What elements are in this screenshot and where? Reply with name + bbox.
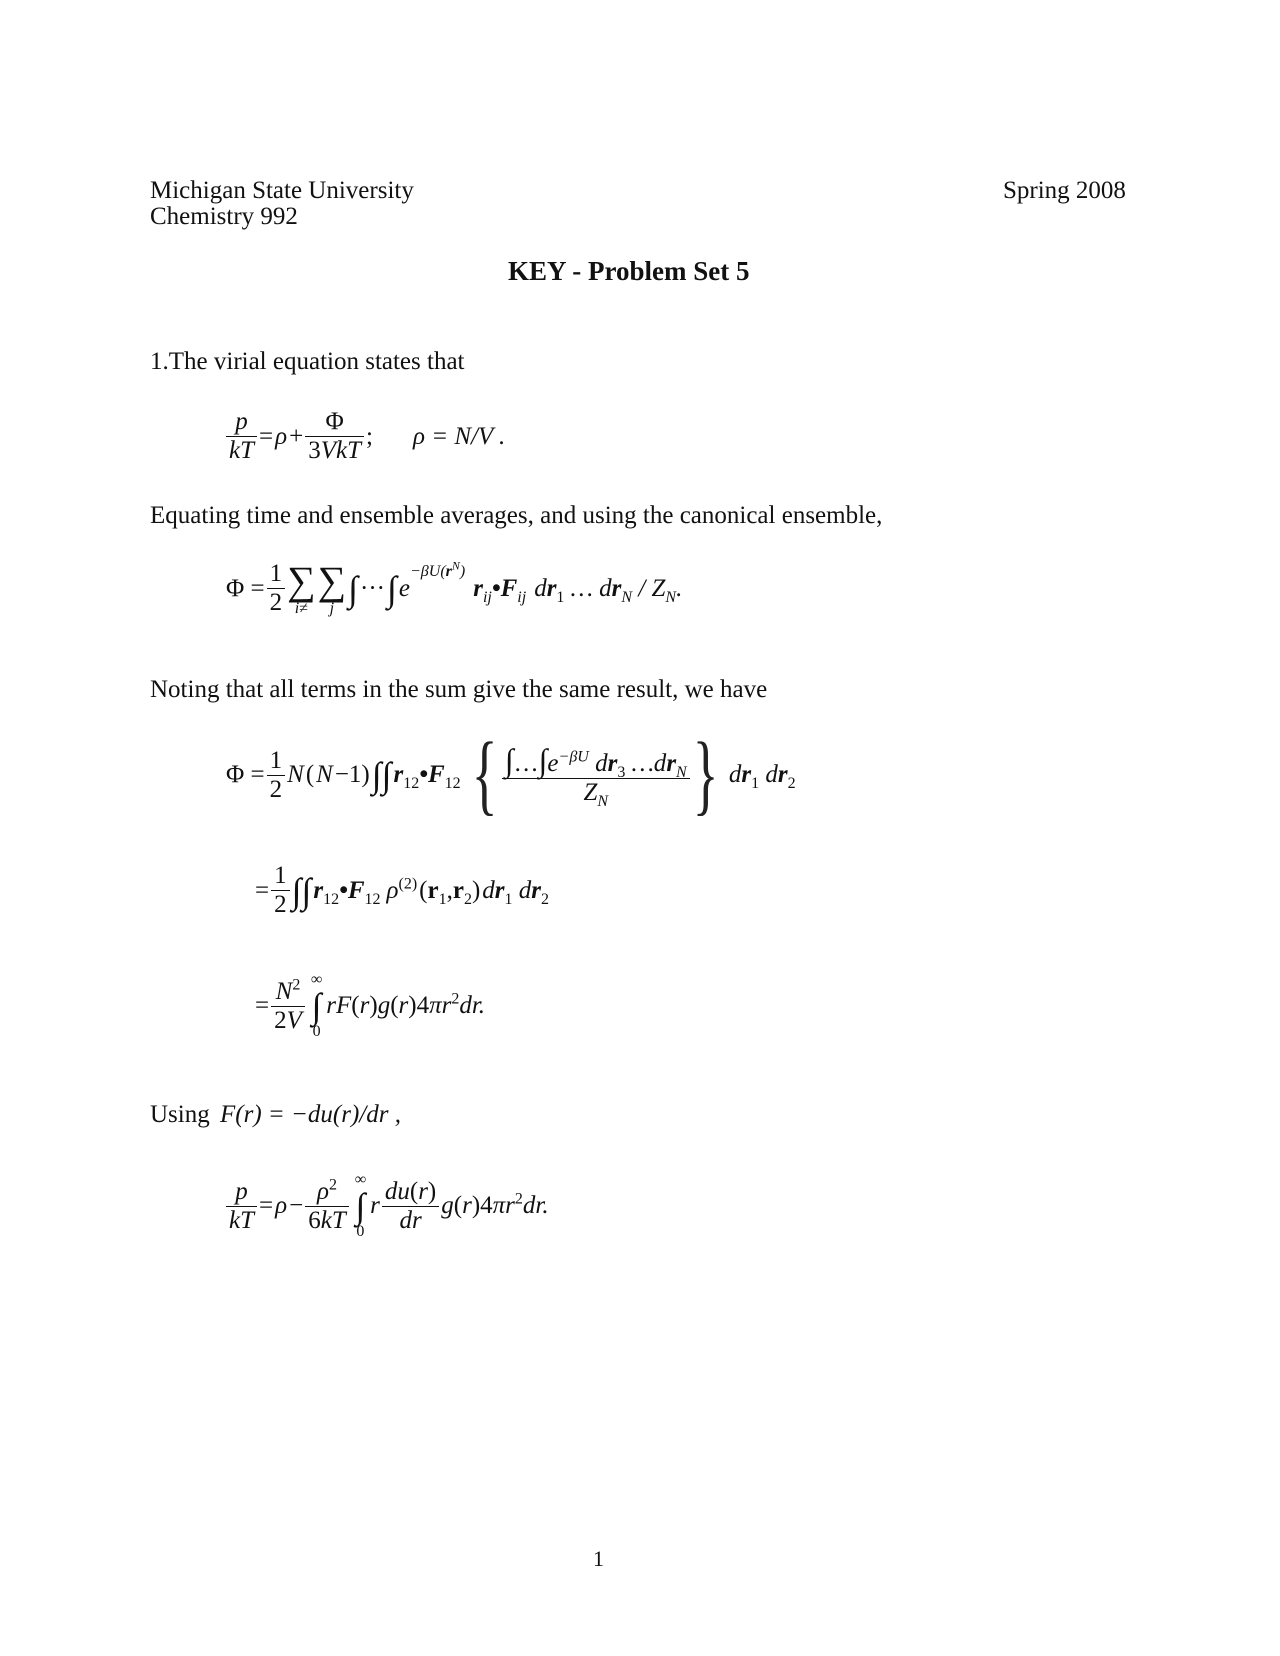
- problem-intro: 1.The virial equation states that: [150, 348, 465, 375]
- equation-phi-density: = $\frac{1}{2}$ ∫∫ $r_{12}•F_{12}$ $\rho^{(2)}$ $(r_1,r_2)$ $dr_1$ $dr_2$: [255, 862, 550, 918]
- density-definition: ρ = N/V .: [412, 422, 506, 450]
- text-noting: Noting that all terms in the sum give the same result, we have: [150, 676, 768, 703]
- equation-virial: $\frac{p}{kT}$ = ρ + $\frac{\Phi}{\text{3VkT}}$ ; ρ = N/V .: [226, 408, 507, 465]
- term: Spring 2008: [1003, 177, 1126, 204]
- page-number: 1: [593, 1546, 604, 1571]
- institution: Michigan State University: [150, 177, 414, 204]
- fraction-p-over-kT: $\frac{p}{kT}$: [226, 408, 257, 465]
- text-equating: Equating time and ensemble averages, and using the canonical ensemble,: [150, 502, 883, 529]
- text-using: Using: [150, 1101, 210, 1128]
- equation-phi-pair: Φ = $\frac{1}{2}$ N ( N −1) ∫∫ $r_{12}•F_{12}$ { $\frac{\int\dots\int e^{-\beta U} dr_3 \dots dr_N}{Z_N}$ } $dr_1$ $dr_2$: [226, 725, 796, 824]
- equation-phi-radial: = $\frac{N^2}{2V}$ ∞ ∫ 0 $rF(r)g(r)4\pi r^2dr$.: [255, 971, 486, 1040]
- fraction-phi-over-3VkT: $\frac{\Phi}{\text{3VkT}}$: [305, 408, 364, 465]
- force-definition: F(r) = −du(r)/dr ,: [220, 1101, 401, 1128]
- equation-pressure-result: $\frac{p}{kT}$ = ρ − $\frac{\rho^2}{6kT}$ ∞ ∫ 0 r $\frac{du(r)}{dr}$ $g(r)4\pi r^2dr$.: [226, 1172, 551, 1240]
- equation-phi-ensemble: Φ = $\frac{1}{2}$ ∑ i≠ ∑ j ∫ ··· ∫ $e^{-\beta U(r^N)}$ $r_{ij}•F_{ij}$ $dr_1$ … $dr_N / Z_N$.: [226, 557, 683, 617]
- course-name: Chemistry 992: [150, 203, 298, 230]
- page-title: KEY - Problem Set 5: [508, 256, 750, 286]
